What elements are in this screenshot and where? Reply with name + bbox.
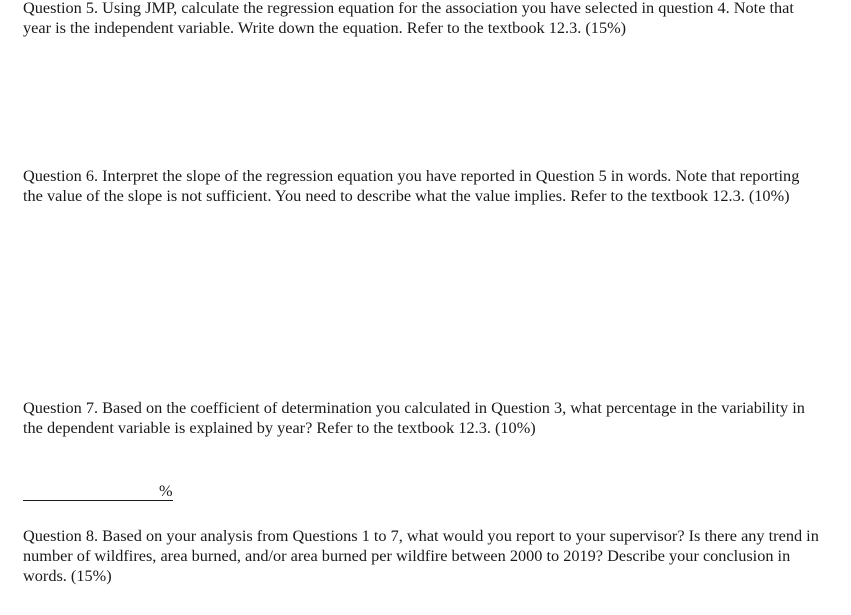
question-5-text: Question 5. Using JMP, calculate the regression equation for the association you have selected in question 4. Note that year is the independent variable. Write down the equation. Refer to the textbook 12.3. (15%) [23,0,794,37]
question-8-text: Question 8. Based on your analysis from Questions 1 to 7, what would you report to your supervisor? Is there any trend in number of wildfires, area burned, and/or area burned per wildfire between 2000 to 2019? Describe your conclusion in words. (15%) [23,526,819,585]
question-7-text: Question 7. Based on the coefficient of determination you calculated in Question 3, what percentage in the variability in the dependent variable is explained by year? Refer to the textbook 12.3. (10%) [23,398,805,437]
question-6-text: Question 6. Interpret the slope of the regression equation you have reported in Question 5 in words. Note that reporting the value of the slope is not sufficient. You need to describe what the value implies. Refer to the textbook 12.3. (10%) [23,166,800,205]
percent-sign: % [159,481,173,500]
answer-blank [23,481,159,501]
question-7-answer-line [23,481,173,501]
